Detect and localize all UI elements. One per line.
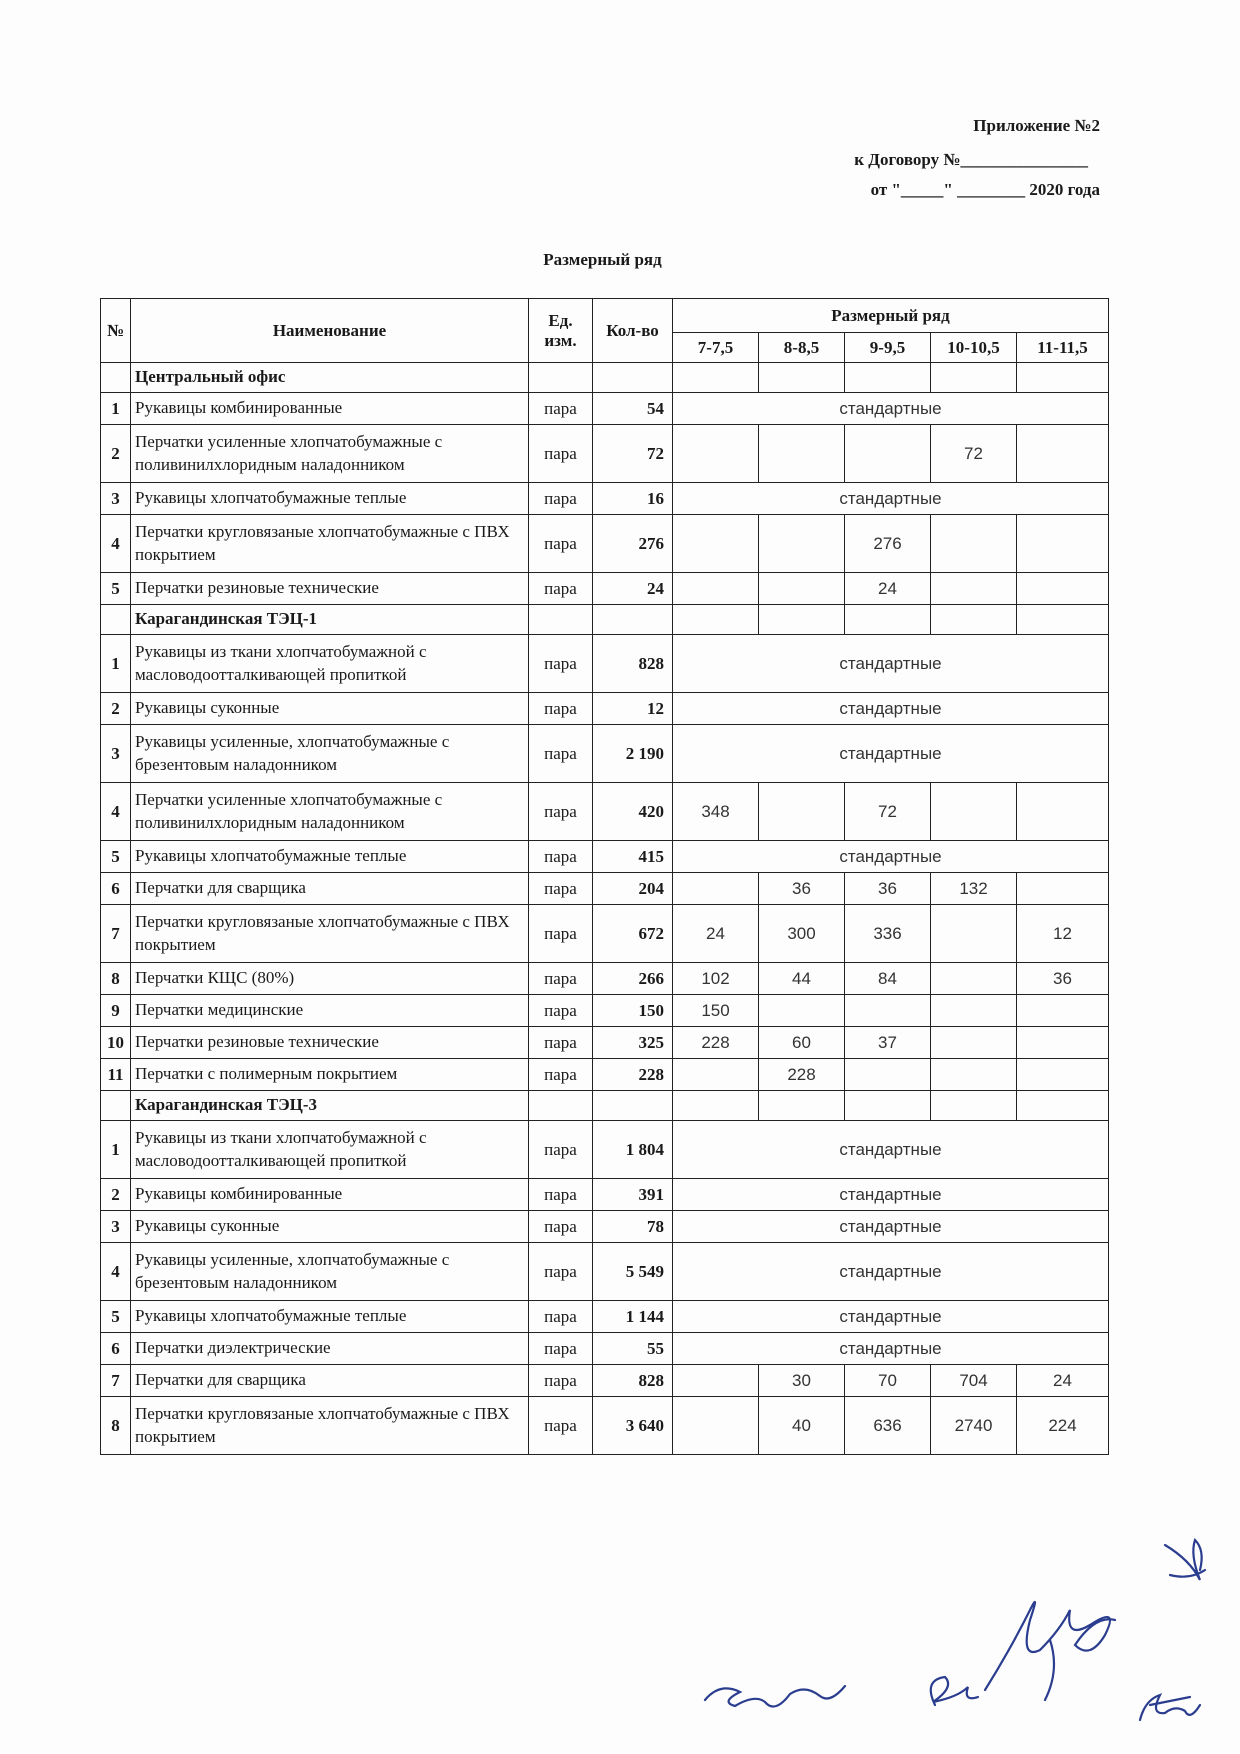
row-number: 9 xyxy=(101,995,131,1027)
size-value: 276 xyxy=(845,515,931,573)
row-number: 3 xyxy=(101,483,131,515)
item-name: Перчатки кругловязаные хлопчатобумажные с ПВХ покрытием xyxy=(131,905,529,963)
item-quantity: 3 640 xyxy=(593,1397,673,1455)
size-value: 704 xyxy=(931,1365,1017,1397)
row-number: 8 xyxy=(101,963,131,995)
row-number: 2 xyxy=(101,425,131,483)
row-number: 1 xyxy=(101,1121,131,1179)
row-number: 2 xyxy=(101,1179,131,1211)
row-number: 3 xyxy=(101,1211,131,1243)
item-quantity: 1 144 xyxy=(593,1301,673,1333)
size-standard: стандартные xyxy=(673,1301,1109,1333)
item-quantity: 228 xyxy=(593,1059,673,1091)
size-value: 132 xyxy=(931,873,1017,905)
item-unit: пара xyxy=(529,483,593,515)
row-number: 2 xyxy=(101,693,131,725)
item-quantity: 78 xyxy=(593,1211,673,1243)
item-quantity: 5 549 xyxy=(593,1243,673,1301)
item-unit: пара xyxy=(529,963,593,995)
row-number: 4 xyxy=(101,1243,131,1301)
item-name: Перчатки КЩС (80%) xyxy=(131,963,529,995)
row-number: 3 xyxy=(101,725,131,783)
size-value: 30 xyxy=(759,1365,845,1397)
appendix-label: Приложение №2 xyxy=(973,116,1100,135)
item-unit: пара xyxy=(529,1121,593,1179)
item-quantity: 72 xyxy=(593,425,673,483)
item-name: Рукавицы хлопчатобумажные теплые xyxy=(131,1301,529,1333)
item-unit: пара xyxy=(529,1301,593,1333)
size-standard: стандартные xyxy=(673,725,1109,783)
size-value: 2740 xyxy=(931,1397,1017,1455)
item-name: Перчатки усиленные хлопчатобумажные с поливинилхлоридным наладонником xyxy=(131,425,529,483)
item-quantity: 391 xyxy=(593,1179,673,1211)
item-name: Рукавицы усиленные, хлопчатобумажные с брезентовым наладонником xyxy=(131,1243,529,1301)
contract-number-line: к Договору №_______________ xyxy=(854,150,1088,169)
header-unit: Ед. изм. xyxy=(529,299,593,363)
row-number: 11 xyxy=(101,1059,131,1091)
size-standard: стандартные xyxy=(673,1211,1109,1243)
item-unit: пара xyxy=(529,1397,593,1455)
item-unit: пара xyxy=(529,635,593,693)
signature-3 xyxy=(985,1602,1115,1700)
size-standard: стандартные xyxy=(673,635,1109,693)
row-number: 6 xyxy=(101,1333,131,1365)
size-value: 150 xyxy=(673,995,759,1027)
section-title: Центральный офис xyxy=(131,363,529,393)
size-value: 44 xyxy=(759,963,845,995)
item-name: Перчатки с полимерным покрытием xyxy=(131,1059,529,1091)
item-quantity: 672 xyxy=(593,905,673,963)
item-quantity: 204 xyxy=(593,873,673,905)
size-value: 636 xyxy=(845,1397,931,1455)
item-name: Рукавицы суконные xyxy=(131,693,529,725)
item-quantity: 420 xyxy=(593,783,673,841)
size-value: 36 xyxy=(845,873,931,905)
row-number: 4 xyxy=(101,515,131,573)
item-quantity: 828 xyxy=(593,635,673,693)
item-name: Перчатки резиновые технические xyxy=(131,573,529,605)
item-quantity: 325 xyxy=(593,1027,673,1059)
item-quantity: 2 190 xyxy=(593,725,673,783)
size-value: 228 xyxy=(673,1027,759,1059)
size-standard: стандартные xyxy=(673,483,1109,515)
size-value: 72 xyxy=(845,783,931,841)
header-qty: Кол-во xyxy=(593,299,673,363)
item-name: Перчатки медицинские xyxy=(131,995,529,1027)
item-name: Рукавицы из ткани хлопчатобумажной с масловодоотталкивающей пропиткой xyxy=(131,1121,529,1179)
row-number: 8 xyxy=(101,1397,131,1455)
item-unit: пара xyxy=(529,725,593,783)
item-quantity: 1 804 xyxy=(593,1121,673,1179)
header-size: 10-10,5 xyxy=(931,333,1017,363)
item-name: Рукавицы из ткани хлопчатобумажной с масловодоотталкивающей пропиткой xyxy=(131,635,529,693)
size-value: 37 xyxy=(845,1027,931,1059)
header-size: 8-8,5 xyxy=(759,333,845,363)
size-value: 228 xyxy=(759,1059,845,1091)
size-value: 24 xyxy=(1017,1365,1109,1397)
section-title: Карагандинская ТЭЦ-3 xyxy=(131,1091,529,1121)
size-value: 336 xyxy=(845,905,931,963)
item-name: Перчатки кругловязаные хлопчатобумажные с ПВХ покрытием xyxy=(131,515,529,573)
item-unit: пара xyxy=(529,1179,593,1211)
corner-mark xyxy=(1165,1540,1205,1580)
header-size: 9-9,5 xyxy=(845,333,931,363)
size-standard: стандартные xyxy=(673,393,1109,425)
header-size: 11-11,5 xyxy=(1017,333,1109,363)
item-unit: пара xyxy=(529,1059,593,1091)
item-name: Перчатки кругловязаные хлопчатобумажные с ПВХ покрытием xyxy=(131,1397,529,1455)
size-standard: стандартные xyxy=(673,1243,1109,1301)
item-name: Рукавицы хлопчатобумажные теплые xyxy=(131,841,529,873)
size-standard: стандартные xyxy=(673,1179,1109,1211)
item-unit: пара xyxy=(529,1027,593,1059)
contract-date-line: от "_____" ________ 2020 года xyxy=(870,180,1100,199)
size-value: 348 xyxy=(673,783,759,841)
item-unit: пара xyxy=(529,905,593,963)
header-num: № xyxy=(101,299,131,363)
signature-1 xyxy=(705,1686,845,1707)
item-quantity: 828 xyxy=(593,1365,673,1397)
item-quantity: 54 xyxy=(593,393,673,425)
size-value: 60 xyxy=(759,1027,845,1059)
item-unit: пара xyxy=(529,841,593,873)
item-name: Перчатки для сварщика xyxy=(131,1365,529,1397)
size-value: 24 xyxy=(673,905,759,963)
item-unit: пара xyxy=(529,425,593,483)
size-value: 24 xyxy=(845,573,931,605)
row-number: 10 xyxy=(101,1027,131,1059)
item-name: Перчатки усиленные хлопчатобумажные с поливинилхлоридным наладонником xyxy=(131,783,529,841)
item-unit: пара xyxy=(529,1365,593,1397)
item-unit: пара xyxy=(529,1211,593,1243)
size-value: 36 xyxy=(1017,963,1109,995)
document-title: Размерный ряд xyxy=(543,250,662,269)
size-standard: стандартные xyxy=(673,693,1109,725)
item-quantity: 266 xyxy=(593,963,673,995)
item-name: Рукавицы усиленные, хлопчатобумажные с брезентовым наладонником xyxy=(131,725,529,783)
row-number: 4 xyxy=(101,783,131,841)
size-value: 102 xyxy=(673,963,759,995)
item-name: Рукавицы комбинированные xyxy=(131,393,529,425)
header-name: Наименование xyxy=(131,299,529,363)
size-value: 72 xyxy=(931,425,1017,483)
item-unit: пара xyxy=(529,1243,593,1301)
item-quantity: 150 xyxy=(593,995,673,1027)
item-name: Рукавицы суконные xyxy=(131,1211,529,1243)
size-standard: стандартные xyxy=(673,1121,1109,1179)
item-name: Рукавицы хлопчатобумажные теплые xyxy=(131,483,529,515)
signature-4 xyxy=(1140,1695,1200,1720)
item-unit: пара xyxy=(529,995,593,1027)
item-unit: пара xyxy=(529,693,593,725)
item-unit: пара xyxy=(529,873,593,905)
size-value: 70 xyxy=(845,1365,931,1397)
item-unit: пара xyxy=(529,1333,593,1365)
item-quantity: 24 xyxy=(593,573,673,605)
row-number: 1 xyxy=(101,635,131,693)
row-number: 5 xyxy=(101,573,131,605)
row-number: 7 xyxy=(101,905,131,963)
item-quantity: 55 xyxy=(593,1333,673,1365)
item-name: Рукавицы комбинированные xyxy=(131,1179,529,1211)
item-name: Перчатки резиновые технические xyxy=(131,1027,529,1059)
item-unit: пара xyxy=(529,573,593,605)
item-quantity: 276 xyxy=(593,515,673,573)
size-value: 224 xyxy=(1017,1397,1109,1455)
row-number: 5 xyxy=(101,841,131,873)
size-value: 40 xyxy=(759,1397,845,1455)
header-size-group: Размерный ряд xyxy=(673,299,1109,333)
row-number: 7 xyxy=(101,1365,131,1397)
item-quantity: 16 xyxy=(593,483,673,515)
size-standard: стандартные xyxy=(673,841,1109,873)
size-value: 12 xyxy=(1017,905,1109,963)
row-number: 5 xyxy=(101,1301,131,1333)
item-unit: пара xyxy=(529,783,593,841)
size-standard: стандартные xyxy=(673,1333,1109,1365)
size-value: 36 xyxy=(759,873,845,905)
signature-2 xyxy=(931,1677,978,1705)
item-quantity: 415 xyxy=(593,841,673,873)
item-name: Перчатки для сварщика xyxy=(131,873,529,905)
size-value: 84 xyxy=(845,963,931,995)
item-quantity: 12 xyxy=(593,693,673,725)
section-title: Карагандинская ТЭЦ-1 xyxy=(131,605,529,635)
item-unit: пара xyxy=(529,515,593,573)
header-size: 7-7,5 xyxy=(673,333,759,363)
row-number: 6 xyxy=(101,873,131,905)
item-unit: пара xyxy=(529,393,593,425)
size-value: 300 xyxy=(759,905,845,963)
row-number: 1 xyxy=(101,393,131,425)
item-name: Перчатки диэлектрические xyxy=(131,1333,529,1365)
